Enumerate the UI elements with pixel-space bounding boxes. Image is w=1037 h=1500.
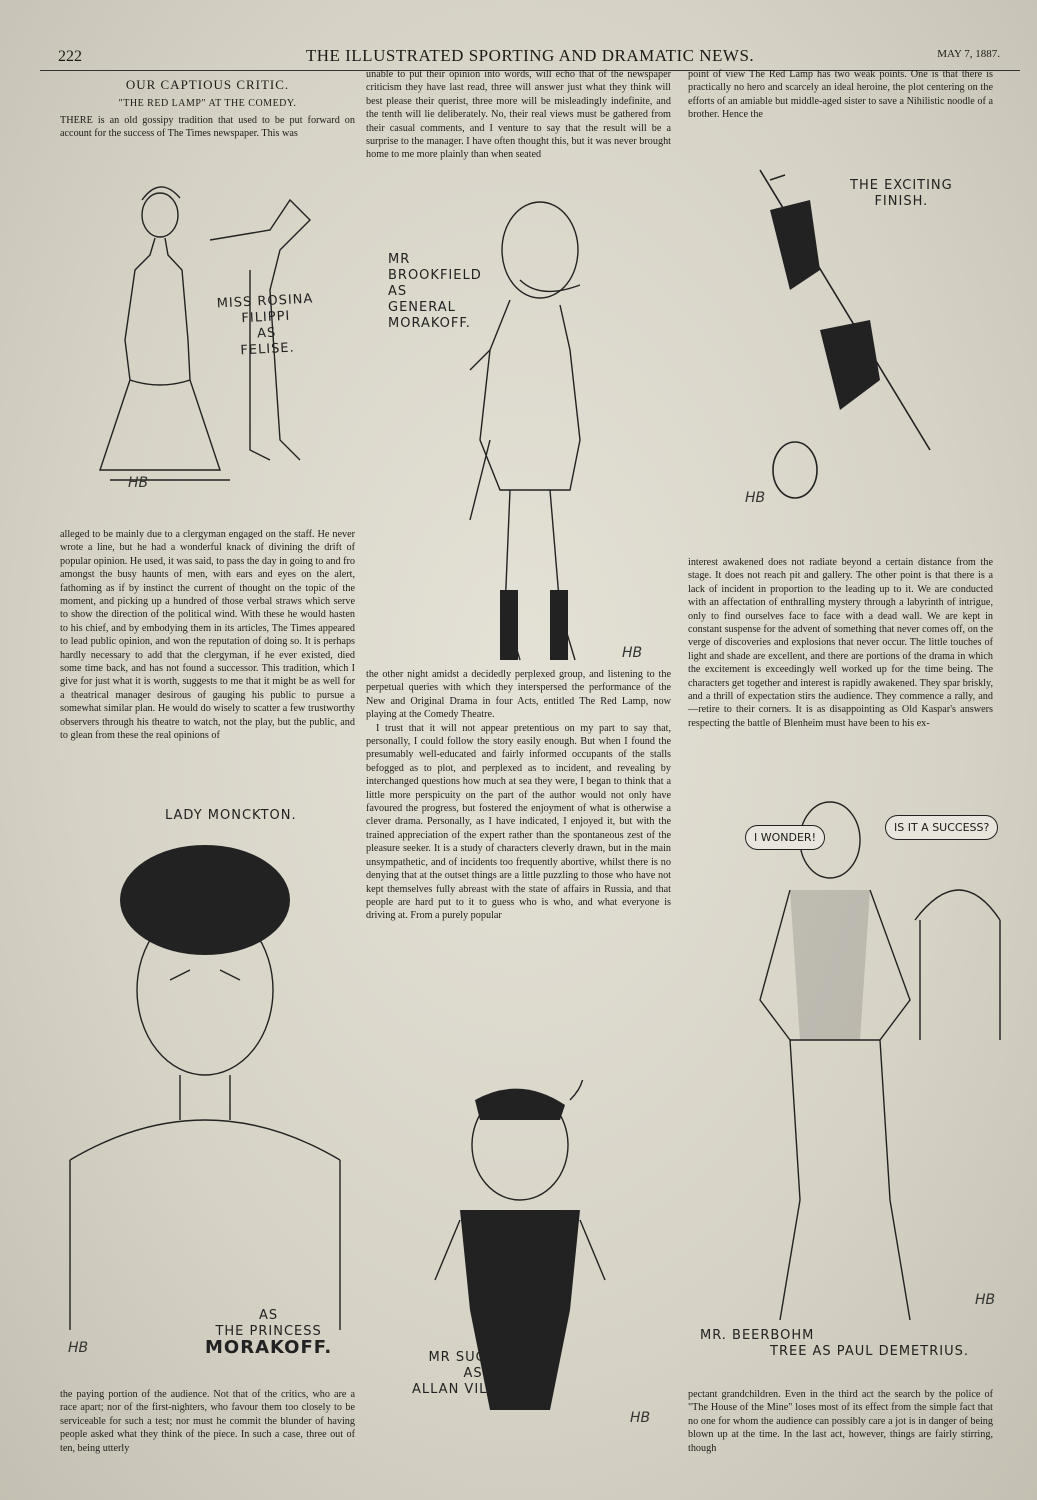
column-3-top xyxy=(688,68,993,122)
column-1-top xyxy=(60,78,355,141)
article-heading: OUR CAPTIOUS CRITIC. xyxy=(125,77,290,92)
caption-line: AS xyxy=(463,1366,483,1381)
caption-line: FILIPPI xyxy=(241,308,291,327)
paragraph: the paying portion of the audience. Not that of the critics, who are a race apart; nor of the first-nighters, who favour them too closely to be serviceable for such a test; nor must he commit the blunder of having people asked what they think of the piece. In such a case, three out of ten, being utterly xyxy=(60,1389,355,1454)
caption-monckton-title: LADY MONCKTON. xyxy=(165,808,297,823)
paragraph: point of view The Red Lamp has two weak points. One is that there is practically no hero and scarcely an ideal heroine, the plot centering on the efforts of an amiable but middle-aged sister to save a Nihilistic noodle of a brother. Hence the xyxy=(688,69,993,121)
column-3-bottom xyxy=(688,1388,993,1455)
speech-bubble-wonder: I WONDER! xyxy=(745,825,825,850)
illustration-tree xyxy=(730,800,1010,1340)
caption-line: MR SUGDEN xyxy=(428,1350,518,1365)
paragraph: the other night amidst a decidedly perplexed group, and listening to the perpetual queries with which they interspersed the performance of the New and Original Drama in four Acts, entitled The Red Lamp, now playing at the Comedy Theatre. xyxy=(366,669,671,721)
caption-line: TREE AS PAUL DEMETRIUS. xyxy=(770,1344,969,1359)
column-2-middle xyxy=(366,668,671,923)
caption-brookfield xyxy=(388,252,482,332)
page-number: 222 xyxy=(58,48,82,65)
caption-monckton-role xyxy=(205,1308,332,1356)
issue-date: MAY 7, 1887. xyxy=(937,48,1000,60)
artist-monogram: HB xyxy=(745,490,766,506)
publication-title: THE ILLUSTRATED SPORTING AND DRAMATIC NEWS. xyxy=(305,46,755,65)
monckton-sketch xyxy=(60,830,350,1360)
caption-line: AS xyxy=(259,1308,279,1323)
paragraph: interest awakened does not radiate beyond a certain distance from the stage. It does not reach pit and gallery. The other point is that there is a lack of incident in proportion to the leading up to it. We are conducted with an affectation of enthralling mystery through a labyrinth of intrigue, only to find ourselves face to face with a dead wall. We are kept in constant suspense for the advent of something that never comes off, on the verge of discoveries and explosions that never occur. The little touches of light and shade are excellent, and there are portions of the drama in which the excitement is exceedingly well worked up for the time being. The characters get together and interest is rapidly awakened. They spar briskly, and a thrill of expectation stirs the audience. They commence a rally, and—retire to their corners. It is as disappointing as Old Kaspar's answers respecting the battle of Blenheim must have been to his ex- xyxy=(688,557,993,729)
caption-filippi xyxy=(216,292,316,361)
caption-tree xyxy=(700,1328,969,1360)
paragraph: unable to put their opinion into words, will echo that of the newspaper criticism they have last read, three will answer just what they think will best please their querist, three more will be misleadingly indefinite, and the tenth will lie deliberately. No, their real views must be gathered from their casual comments, and I venture to say that the result will be a surprise to the manager. I have often thought this, but it was never brought home to me more plainly than when seated xyxy=(366,69,671,161)
masthead xyxy=(40,40,1020,71)
tree-sketch xyxy=(730,800,1010,1340)
illustration-monckton xyxy=(60,830,350,1360)
paragraph: I trust that it will not appear pretentious on my part to say that, personally, I could follow the story easily enough. But when I found the presumably well-educated and fairly informed occupants of the stalls befogged as to plot, and perplexed as to incident, and revealing by interchanged questions how much at sea they were, I began to think that a little more perspicuity on the part of the author would not only have favoured the progress, but fostered the enjoyment of what is otherwise a clever drama. Personally, as I have indicated, I enjoyed it, but with the trained appreciation of the expert rather than the spontaneous zest of the pleasure seeker. It is a study of characters cleverly drawn, but in the main unsympathetic, and of incidents too frequently abortive, whilst there is no denying that at the outset things are a little puzzling to those who have not kept themselves fully abreast with the state of affairs in Russia, and that people are hard put to it to guess who is who, and what everyone is driving at. From a purely popular xyxy=(366,722,671,922)
artist-monogram: HB xyxy=(128,475,149,491)
caption-line: MISS ROSINA xyxy=(216,291,314,312)
caption-line: THE PRINCESS xyxy=(215,1324,322,1339)
caption-line: AS xyxy=(256,325,277,342)
caption-line: MORAKOFF. xyxy=(205,1337,333,1358)
speech-bubble-success: IS IT A SUCCESS? xyxy=(885,815,998,840)
artist-monogram: HB xyxy=(630,1410,651,1426)
artist-monogram: HB xyxy=(975,1292,996,1308)
column-1-bottom xyxy=(60,1388,355,1455)
caption-line: MR. BEERBOHM xyxy=(700,1328,815,1343)
caption-line: FINISH. xyxy=(874,194,929,209)
caption-line: FELISE. xyxy=(240,340,296,359)
caption-line: BROOKFIELD xyxy=(388,268,482,283)
column-1-middle xyxy=(60,528,355,743)
caption-line: THE EXCITING xyxy=(850,178,953,193)
artist-monogram: HB xyxy=(622,645,643,661)
caption-line: AS xyxy=(388,284,408,299)
caption-line: GENERAL xyxy=(388,300,456,315)
caption-exciting-finish xyxy=(850,178,953,210)
artist-monogram: HB xyxy=(68,1340,89,1356)
caption-line: MORAKOFF. xyxy=(388,316,471,331)
caption-sugden xyxy=(412,1350,534,1398)
paragraph: pectant grandchildren. Even in the third act the search by the police of "The House of the Mine" loses most of its effect from the simple fact that no one for whom the audience can possibly care a jot is in danger of being blown up at the time. In the last act, however, things are fairly stirring, though xyxy=(688,1389,993,1454)
paragraph: THERE is an old gossipy tradition that used to be put forward on account for the success of The Times newspaper. This was xyxy=(60,114,355,140)
caption-line: MR xyxy=(388,252,411,267)
column-2-top xyxy=(366,68,671,162)
column-3-middle xyxy=(688,556,993,730)
paragraph: alleged to be mainly due to a clergyman engaged on the staff. He never wrote a line, but he had a wonderful knack of divining the drift of popular opinion. He used, it was said, to pass the day in going to and fro amongst the busy haunts of men, with ears and eyes on the alert, fathoming as if by instinct the current of thought on the topic of the moment, and picking up a hundred of those verbal straws which serve to show the direction of the political wind. With these he would hasten to his chief, and by embodying them in its articles, The Times appeared to lead public opinion, and won the reputation of doing so. It is perhaps hardly necessary to add that the clergyman, if he ever existed, died some time back, and has not found a successor. This tradition, which I give for just what it is worth, suggests to me that it might be as well for a theatrical manager desirous of gauging his public to pursue a somewhat similar plan. He would do wisely to scatter a few trustworthy observers through his theatre to watch, not the play, but the public, and to glean from these the real opinions of xyxy=(60,529,355,742)
caption-line: ALLAN VILLIERS. xyxy=(412,1382,535,1397)
article-subheading: "THE RED LAMP" AT THE COMEDY. xyxy=(118,98,297,110)
